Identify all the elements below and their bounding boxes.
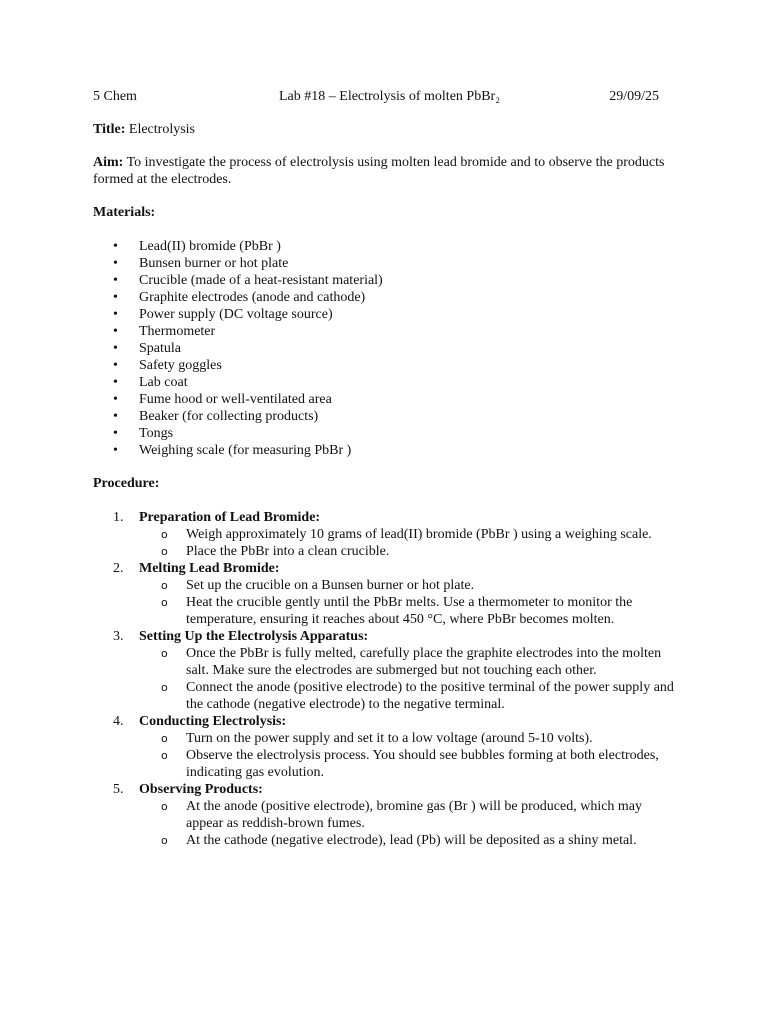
bullet-icon: • [113,239,118,254]
step-number: 3. [113,629,124,644]
circle-bullet-icon: o [161,681,168,694]
list-item: • Fume hood or well-ventilated area [113,392,332,407]
procedure-step-1 [93,509,683,560]
document-page [93,88,683,849]
step-title: Conducting Electrolysis: [139,714,287,729]
list-item: o Once the PbBr is fully melted, carefully place the graphite electrodes into the molten salt. Make sure the electrodes are submerged but not touching each other. [161,646,662,678]
sub-list [139,645,683,713]
procedure-step-3 [93,628,683,713]
bullet-icon: • [113,409,118,424]
bullet-icon: • [113,341,118,356]
bullet-icon: • [113,426,118,441]
circle-bullet-icon: o [161,732,168,745]
list-item: o Weigh approximately 10 grams of lead(II) bromide (PbBr ) using a weighing scale. [161,527,652,542]
procedure-heading: Procedure: [93,476,160,491]
list-item: o Observe the electrolysis process. You should see bubbles forming at both electrodes, indicating gas evolution. [161,748,659,780]
list-item: • Lab coat [113,375,188,390]
step-number: 5. [113,782,124,797]
circle-bullet-icon: o [161,800,168,813]
circle-bullet-icon: o [161,749,168,762]
bullet-icon: • [113,307,118,322]
list-item: • Lead(II) bromide (PbBr ) [113,239,281,254]
list-item: • Beaker (for collecting products) [113,409,319,424]
list-item: • Tongs [113,426,174,441]
bullet-icon: • [113,358,118,373]
title-label: Title: [93,122,126,137]
procedure-steps [93,509,683,849]
step-title: Setting Up the Electrolysis Apparatus: [139,629,369,644]
list-item: • Crucible (made of a heat-resistant material) [113,273,383,288]
procedure-step-2 [93,560,683,628]
bullet-icon: • [113,375,118,390]
document-header [93,88,683,105]
sub-list [139,798,683,849]
step-number: 1. [113,510,124,525]
list-item: o At the cathode (negative electrode), lead (Pb) will be deposited as a shiny metal. [161,833,637,848]
bullet-icon: • [113,443,118,458]
list-item: • Bunsen burner or hot plate [113,256,289,271]
sub-list [139,526,683,560]
materials-heading: Materials: [93,205,156,220]
circle-bullet-icon: o [161,596,168,609]
procedure-step-4 [93,713,683,781]
aim-label: Aim: [93,155,124,170]
list-item: o Set up the crucible on a Bunsen burner or hot plate. [161,578,475,593]
bullet-icon: • [113,256,118,271]
list-item: • Safety goggles [113,358,222,373]
list-item: o At the anode (positive electrode), bromine gas (Br ) will be produced, which may appear as reddish-brown fumes. [161,799,643,831]
sub-list [139,730,683,781]
materials-list [93,238,683,459]
lab-title: Lab #18 – Electrolysis of molten PbBr₂ [279,89,501,104]
title-line [93,121,683,138]
aim-text: To investigate the process of electrolysis using molten lead bromide and to observe the products formed at the electrodes. [93,155,665,187]
list-item: o Place the PbBr into a clean crucible. [161,544,390,559]
circle-bullet-icon: o [161,579,168,592]
procedure-step-5 [93,781,683,849]
sub-list [139,577,683,628]
list-item: • Thermometer [113,324,216,339]
bullet-icon: • [113,392,118,407]
lab-date: 29/09/25 [609,89,659,104]
step-title: Melting Lead Bromide: [139,561,280,576]
circle-bullet-icon: o [161,647,168,660]
list-item: • Graphite electrodes (anode and cathode) [113,290,366,305]
list-item: o Heat the crucible gently until the PbBr melts. Use a thermometer to monitor the temperature, ensuring it reaches about 450 °C, where PbBr becomes molten. [161,595,633,627]
bullet-icon: • [113,273,118,288]
list-item: o Connect the anode (positive electrode) to the positive terminal of the power supply and the cathode (negative electrode) to the negative terminal. [161,680,674,712]
title-text: Electrolysis [125,122,196,137]
list-item: o Turn on the power supply and set it to a low voltage (around 5-10 volts). [161,731,593,746]
step-number: 2. [113,561,124,576]
step-number: 4. [113,714,124,729]
class-name: 5 Chem [93,89,137,104]
circle-bullet-icon: o [161,545,168,558]
bullet-icon: • [113,290,118,305]
step-title: Observing Products: [139,782,263,797]
step-title: Preparation of Lead Bromide: [139,510,321,525]
circle-bullet-icon: o [161,528,168,541]
list-item: • Weighing scale (for measuring PbBr ) [113,443,352,458]
list-item: • Spatula [113,341,181,356]
circle-bullet-icon: o [161,834,168,847]
aim-paragraph [93,154,683,188]
list-item: • Power supply (DC voltage source) [113,307,333,322]
bullet-icon: • [113,324,118,339]
